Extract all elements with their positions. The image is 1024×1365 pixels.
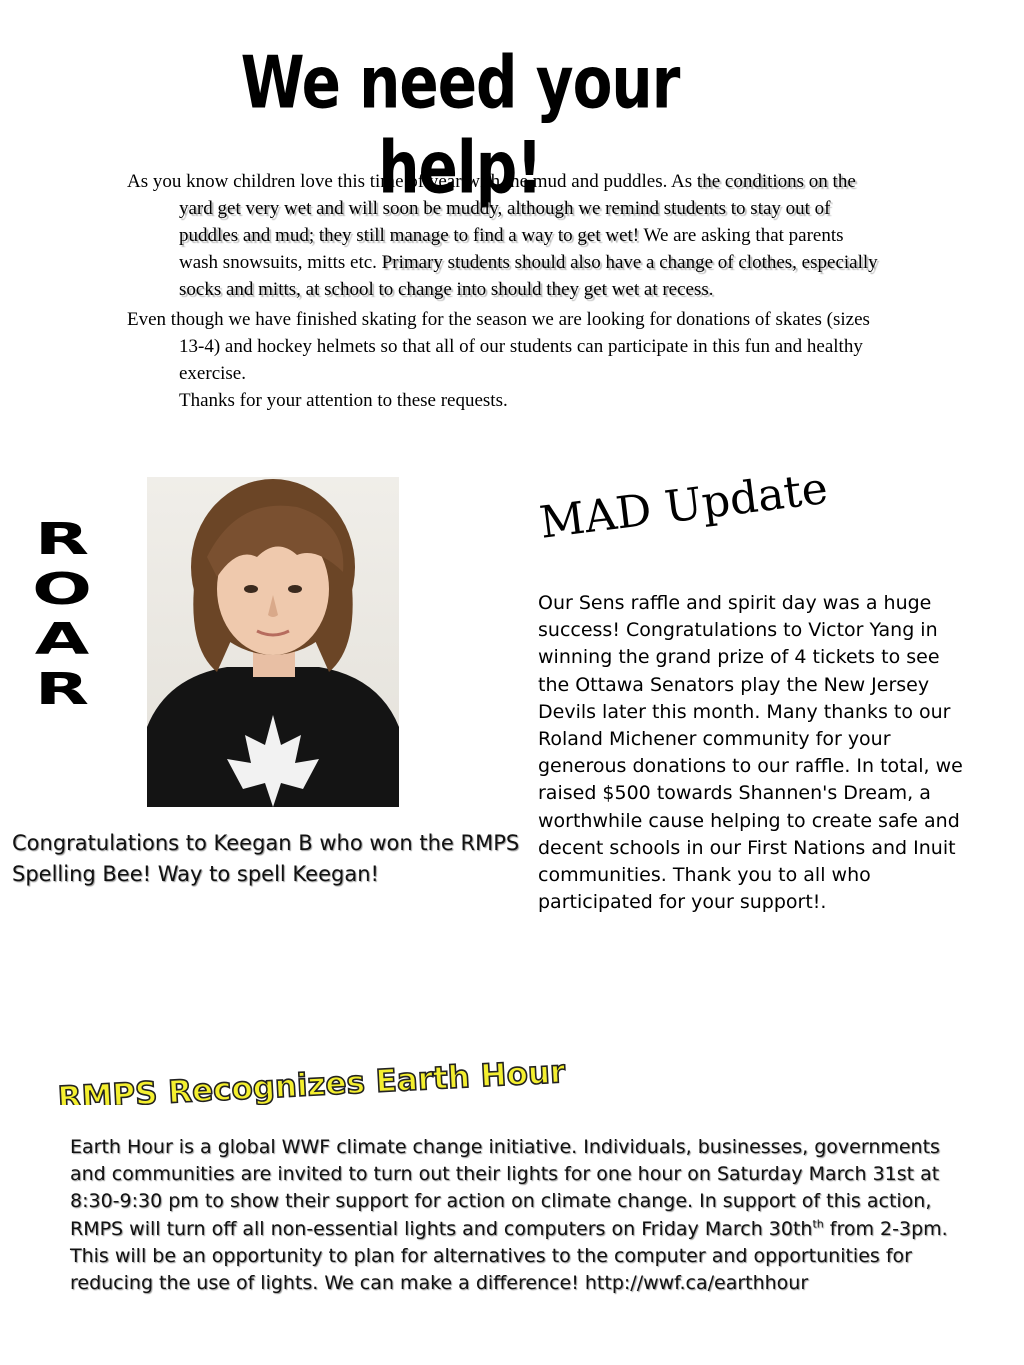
earth-hour-body-sup: th	[812, 1217, 824, 1231]
intro-p1-start: As you know children love this time of year with the mud and puddles. As	[127, 171, 697, 192]
earth-hour-body-end: from 2-3pm. This will be an opportunity to plan for alternatives to the computer and opportunities for reducing the use of lights. We can make a difference! http://wwf.ca/earthhour	[70, 1217, 948, 1295]
intro-paragraph-2	[127, 306, 887, 414]
intro-p1-shadow-end: Primary students should also have a change of clothes, especially socks and mitts, at school to change into should they get wet at recess.	[179, 252, 878, 300]
earth-hour-body-start: Earth Hour is a global WWF climate change initiative. Individuals, businesses, governments and communities are invited to turn out their lights for one hour on Saturday March 31st at 8:30-9:30 pm to show their support for action on climate change. In support of this action, RMPS will turn off all non-essential lights and computers on Friday March 30th	[70, 1136, 940, 1240]
page-headline: We need your help!	[240, 40, 680, 210]
mad-update-title: MAD Update	[536, 462, 831, 549]
intro-p1-shadow: the conditions on the yard get very wet and will soon be muddy, although we remind students to stay out of puddles and mud; they still manage to find a way to get wet!	[179, 171, 856, 246]
intro-p1-mid: We are asking that parents wash snowsuits, mitts etc.	[179, 225, 844, 273]
earth-hour-title-text: RMPS Recognizes Earth Hour	[56, 1054, 567, 1105]
intro-p2-text: Even though we have finished skating for the season we are looking for donations of skates (sizes 13-4) and hockey helmets so that all of our students can participate in this fun and healthy exercise.	[127, 309, 870, 384]
roar-vertical-title	[0, 515, 126, 715]
student-photo	[147, 477, 399, 807]
mad-update-body: Our Sens raffle and spirit day was a huge success! Congratulations to Victor Yang in winning the grand prize of 4 tickets to see the Ottawa Senators play the New Jersey Devils later this month. Many thanks to our Roland Michener community for your generous donations to our raffle. In total, we raised $500 towards Shannen's Dream, a worthwhile cause helping to create safe and decent schools in our First Nations and Inuit communities. Thank you to all who participated for your support!.	[538, 592, 963, 914]
spelling-bee-caption: Congratulations to Keegan B who won the RMPS Spelling Bee! Way to spell Keegan!	[12, 831, 520, 886]
roar-letter: R	[34, 514, 90, 565]
intro-section	[127, 168, 887, 417]
student-portrait-illustration	[147, 477, 399, 807]
earth-hour-title	[55, 1035, 655, 1105]
intro-paragraph-1	[127, 168, 887, 303]
roar-letter: R	[34, 664, 90, 715]
earth-hour-title-art	[55, 1035, 655, 1105]
intro-thanks: Thanks for your attention to these requests.	[179, 390, 508, 411]
roar-letter: O	[32, 564, 92, 615]
earth-hour-body	[70, 1134, 960, 1297]
roar-letter: A	[34, 614, 90, 665]
